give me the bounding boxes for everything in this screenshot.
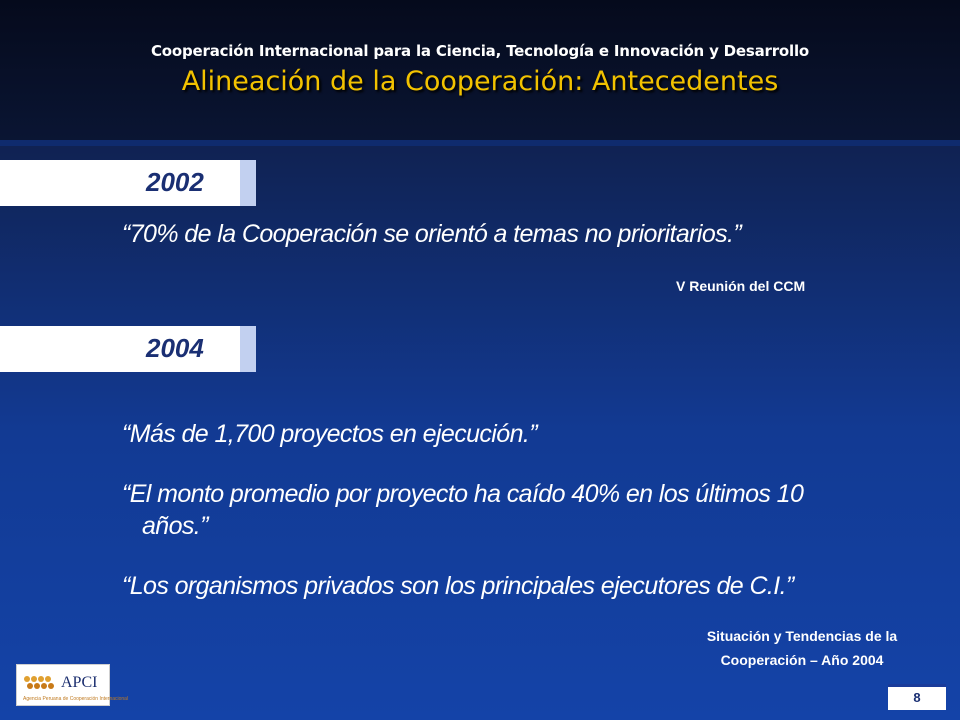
footer-note <box>676 624 928 672</box>
quote-2002: “70% de la Cooperación se orientó a temas no prioritarios.” <box>122 220 742 248</box>
slide-subtitle: Cooperación Internacional para la Ciencia, Tecnología e Innovación y Desarrollo <box>150 42 810 60</box>
slide-title: Alineación de la Cooperación: Antecedentes <box>181 66 779 97</box>
quote-line: años.” <box>142 512 208 540</box>
quote-2004-projects: “Más de 1,700 proyectos en ejecución.” <box>122 420 537 448</box>
footer-note-line: Cooperación – Año 2004 <box>720 652 884 668</box>
page-number: 8 <box>888 684 946 710</box>
footer-note-line: Situación y Tendencias de la <box>706 628 898 644</box>
year-label: 2002 <box>146 167 204 197</box>
logo-mark-icon <box>23 673 57 693</box>
logo-text: APCI <box>61 674 98 691</box>
quote-line: “El monto promedio por proyecto ha caído 40% en los últimos 10 <box>122 480 804 508</box>
year-tab-accent <box>240 160 256 206</box>
quote-source: V Reunión del CCM <box>676 278 806 294</box>
year-tab-accent <box>240 326 256 372</box>
apci-logo <box>16 664 129 706</box>
year-tab-2004 <box>0 326 256 372</box>
header-divider <box>0 140 960 146</box>
quote-2004-organisms: “Los organismos privados son los principales ejecutores de C.I.” <box>122 572 794 600</box>
year-label: 2004 <box>146 333 204 363</box>
year-tab-2002 <box>0 160 256 206</box>
logo-tagline: Agencia Peruana de Cooperación Internacional <box>23 696 129 702</box>
quote-2004-amount <box>122 478 803 542</box>
